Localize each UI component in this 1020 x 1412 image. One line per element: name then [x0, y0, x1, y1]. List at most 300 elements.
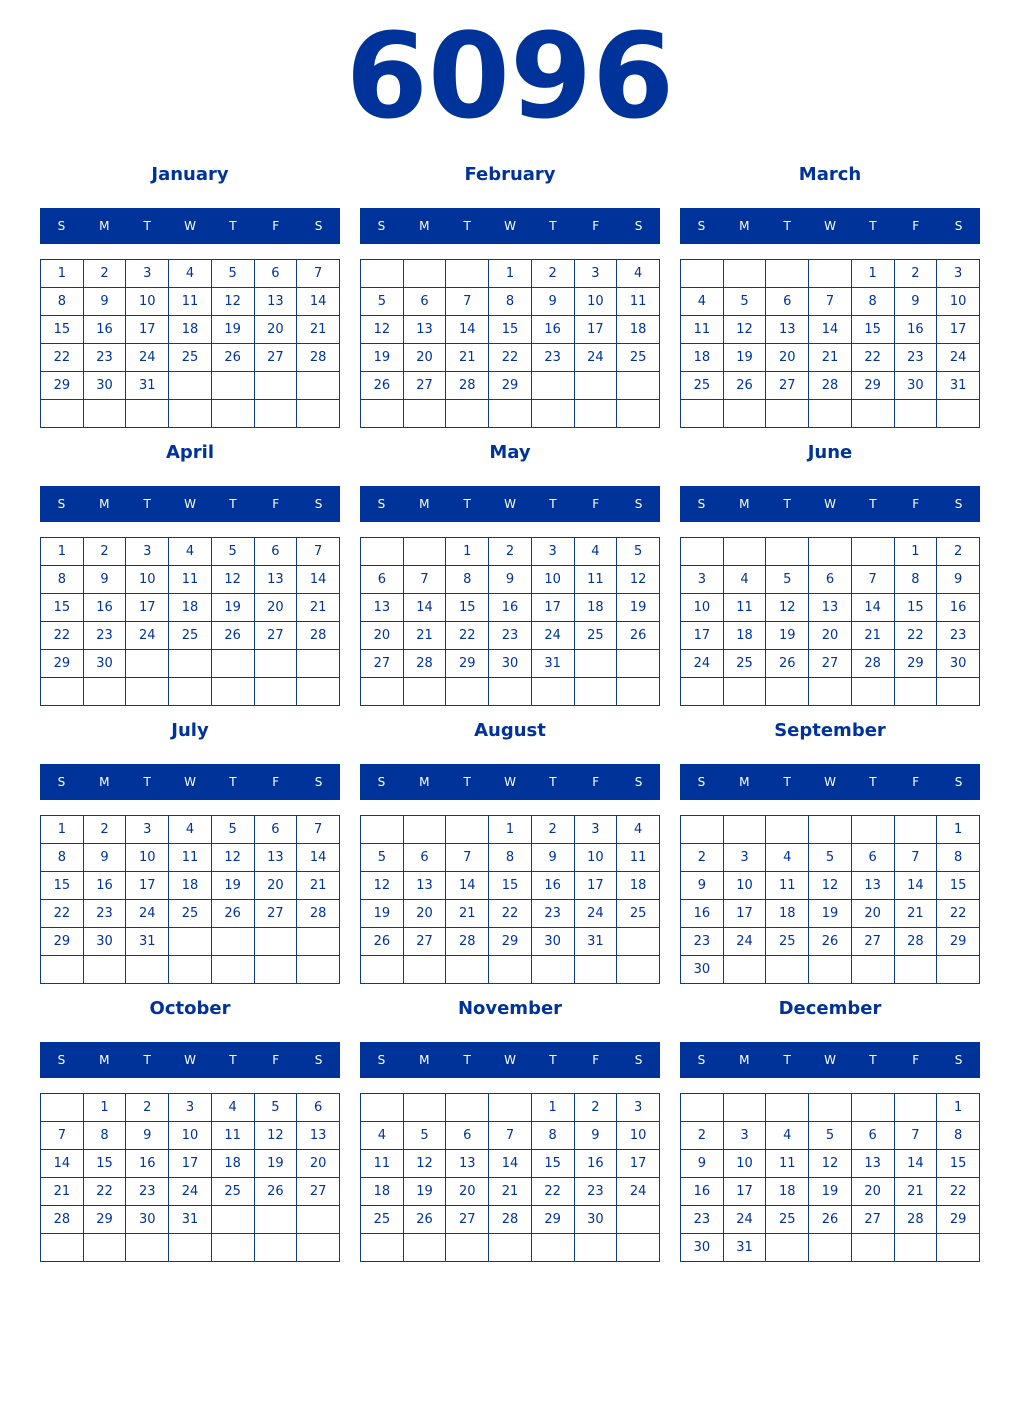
empty-day-cell [766, 678, 809, 706]
weekday-label: S [954, 219, 963, 233]
week-row [361, 678, 660, 706]
empty-day-cell [809, 1094, 852, 1122]
day-cell: 30 [83, 650, 126, 678]
empty-day-cell [403, 678, 446, 706]
weekday-label: F [912, 775, 920, 789]
empty-day-cell [681, 538, 724, 566]
day-cell: 1 [937, 1094, 980, 1122]
week-row [41, 872, 340, 900]
day-cell: 21 [489, 1178, 532, 1206]
day-cell: 9 [681, 1150, 724, 1178]
day-grid [40, 1093, 340, 1262]
weekday-label: F [592, 219, 600, 233]
day-cell: 7 [894, 844, 937, 872]
day-cell: 16 [894, 316, 937, 344]
month-name: November [457, 998, 563, 1019]
day-cell: 10 [574, 844, 617, 872]
day-cell: 19 [211, 872, 254, 900]
empty-day-cell [297, 678, 340, 706]
day-cell: 20 [809, 622, 852, 650]
weekday-label: T [869, 219, 877, 233]
weekday-label: T [549, 219, 557, 233]
empty-day-cell [766, 1094, 809, 1122]
day-cell: 3 [531, 538, 574, 566]
day-cell: 16 [531, 316, 574, 344]
day-cell: 30 [681, 956, 724, 984]
day-cell: 22 [41, 344, 84, 372]
empty-day-cell [617, 372, 660, 400]
day-cell: 9 [83, 566, 126, 594]
weekday-label: T [783, 219, 791, 233]
day-cell: 30 [574, 1206, 617, 1234]
day-cell: 12 [254, 1122, 297, 1150]
weekday-label: M [99, 775, 110, 789]
weekday-label: T [143, 1053, 151, 1067]
day-cell: 17 [723, 900, 766, 928]
day-cell: 26 [211, 622, 254, 650]
weekday-label: S [314, 1053, 323, 1067]
weekday-header [680, 1042, 980, 1078]
day-cell: 18 [617, 316, 660, 344]
day-cell: 17 [126, 594, 169, 622]
empty-day-cell [403, 260, 446, 288]
empty-day-cell [254, 1206, 297, 1234]
weekday-label: T [143, 775, 151, 789]
empty-day-cell [361, 956, 404, 984]
day-cell: 10 [126, 566, 169, 594]
empty-day-cell [361, 1234, 404, 1262]
day-cell: 5 [254, 1094, 297, 1122]
day-cell: 19 [723, 344, 766, 372]
empty-day-cell [937, 400, 980, 428]
year-title: 6096 [345, 7, 675, 145]
day-cell: 11 [681, 316, 724, 344]
day-cell: 5 [809, 1122, 852, 1150]
day-cell: 27 [403, 372, 446, 400]
empty-day-cell [809, 956, 852, 984]
day-cell: 6 [403, 288, 446, 316]
day-cell: 29 [489, 928, 532, 956]
empty-day-cell [894, 1234, 937, 1262]
weekday-header [40, 486, 340, 522]
empty-day-cell [254, 400, 297, 428]
day-cell: 10 [617, 1122, 660, 1150]
day-cell: 12 [617, 566, 660, 594]
day-cell: 14 [403, 594, 446, 622]
day-cell: 8 [83, 1122, 126, 1150]
day-cell: 1 [41, 816, 84, 844]
month-march [680, 162, 980, 430]
day-cell: 4 [169, 816, 212, 844]
day-cell: 16 [126, 1150, 169, 1178]
day-cell: 10 [531, 566, 574, 594]
weekday-label: S [57, 775, 66, 789]
day-cell: 27 [851, 928, 894, 956]
weekday-label: S [634, 219, 643, 233]
day-cell: 10 [723, 1150, 766, 1178]
week-row [41, 844, 340, 872]
day-cell: 1 [937, 816, 980, 844]
day-cell: 2 [894, 260, 937, 288]
week-row [41, 1094, 340, 1122]
day-cell: 29 [446, 650, 489, 678]
day-cell: 28 [851, 650, 894, 678]
week-row [681, 900, 980, 928]
day-cell: 25 [617, 900, 660, 928]
week-row [361, 1206, 660, 1234]
day-cell: 30 [126, 1206, 169, 1234]
day-cell: 8 [446, 566, 489, 594]
day-cell: 5 [361, 844, 404, 872]
weekday-label: S [57, 497, 66, 511]
day-cell: 2 [574, 1094, 617, 1122]
day-cell: 13 [297, 1122, 340, 1150]
weekday-label: F [912, 497, 920, 511]
month-name: August [474, 720, 546, 741]
weekday-label: T [783, 1053, 791, 1067]
day-cell: 22 [937, 900, 980, 928]
day-cell: 26 [617, 622, 660, 650]
day-cell: 8 [41, 288, 84, 316]
day-cell: 9 [489, 566, 532, 594]
weekday-label: T [229, 1053, 237, 1067]
week-row [681, 816, 980, 844]
day-cell: 28 [809, 372, 852, 400]
empty-day-cell [361, 260, 404, 288]
day-cell: 31 [937, 372, 980, 400]
day-cell: 13 [766, 316, 809, 344]
day-cell: 3 [126, 538, 169, 566]
day-cell: 7 [41, 1122, 84, 1150]
day-cell: 26 [254, 1178, 297, 1206]
empty-day-cell [894, 816, 937, 844]
empty-day-cell [937, 956, 980, 984]
empty-day-cell [723, 816, 766, 844]
day-grid [680, 259, 980, 428]
empty-day-cell [361, 1094, 404, 1122]
weekday-label: M [99, 219, 110, 233]
day-cell: 10 [937, 288, 980, 316]
day-cell: 23 [681, 928, 724, 956]
day-cell: 20 [851, 900, 894, 928]
day-cell: 26 [361, 372, 404, 400]
day-cell: 18 [574, 594, 617, 622]
day-cell: 8 [937, 844, 980, 872]
empty-day-cell [83, 678, 126, 706]
day-cell: 12 [211, 844, 254, 872]
week-row [681, 650, 980, 678]
week-row [681, 260, 980, 288]
day-cell: 14 [446, 872, 489, 900]
day-cell: 21 [446, 900, 489, 928]
month-november [360, 996, 660, 1264]
day-cell: 25 [361, 1206, 404, 1234]
day-cell: 5 [211, 260, 254, 288]
empty-day-cell [617, 928, 660, 956]
weekday-header [360, 208, 660, 244]
empty-day-cell [211, 1206, 254, 1234]
day-cell: 13 [851, 872, 894, 900]
empty-day-cell [211, 400, 254, 428]
day-cell: 17 [126, 872, 169, 900]
day-cell: 7 [297, 260, 340, 288]
day-cell: 13 [851, 1150, 894, 1178]
day-cell: 14 [297, 288, 340, 316]
empty-day-cell [169, 650, 212, 678]
week-row [41, 344, 340, 372]
day-cell: 1 [531, 1094, 574, 1122]
weekday-header [40, 1042, 340, 1078]
week-row [361, 844, 660, 872]
day-cell: 31 [126, 372, 169, 400]
empty-day-cell [574, 1234, 617, 1262]
day-cell: 17 [681, 622, 724, 650]
day-cell: 2 [83, 260, 126, 288]
day-cell: 23 [83, 622, 126, 650]
day-cell: 1 [489, 260, 532, 288]
week-row [361, 288, 660, 316]
day-cell: 15 [41, 594, 84, 622]
day-cell: 8 [531, 1122, 574, 1150]
day-cell: 10 [126, 288, 169, 316]
day-cell: 16 [681, 900, 724, 928]
day-cell: 21 [446, 344, 489, 372]
day-cell: 23 [489, 622, 532, 650]
week-row [41, 1178, 340, 1206]
day-cell: 11 [211, 1122, 254, 1150]
day-cell: 23 [531, 344, 574, 372]
day-cell: 21 [41, 1178, 84, 1206]
day-cell: 20 [297, 1150, 340, 1178]
empty-day-cell [254, 372, 297, 400]
day-cell: 25 [681, 372, 724, 400]
weekday-header [680, 208, 980, 244]
week-row [681, 594, 980, 622]
day-grid [680, 1093, 980, 1262]
weekday-label: S [634, 497, 643, 511]
day-cell: 12 [723, 316, 766, 344]
day-cell: 4 [169, 538, 212, 566]
empty-day-cell [574, 678, 617, 706]
weekday-label: T [229, 775, 237, 789]
week-row [681, 316, 980, 344]
empty-day-cell [617, 1206, 660, 1234]
week-row [681, 956, 980, 984]
weekday-label: S [314, 497, 323, 511]
day-cell: 6 [254, 538, 297, 566]
day-cell: 9 [531, 844, 574, 872]
week-row [361, 566, 660, 594]
week-row [41, 400, 340, 428]
day-cell: 21 [894, 900, 937, 928]
month-may [360, 440, 660, 708]
day-cell: 12 [361, 872, 404, 900]
empty-day-cell [297, 372, 340, 400]
day-cell: 16 [574, 1150, 617, 1178]
weekday-label: M [99, 497, 110, 511]
empty-day-cell [169, 678, 212, 706]
month-name: April [165, 442, 215, 463]
empty-day-cell [531, 1234, 574, 1262]
empty-day-cell [361, 678, 404, 706]
month-april [40, 440, 340, 708]
month-name: May [489, 442, 531, 463]
day-cell: 24 [574, 344, 617, 372]
day-cell: 12 [809, 1150, 852, 1178]
week-row [361, 400, 660, 428]
day-cell: 29 [937, 928, 980, 956]
day-cell: 7 [297, 816, 340, 844]
weekday-label: W [184, 219, 196, 233]
day-cell: 19 [211, 316, 254, 344]
day-cell: 24 [126, 622, 169, 650]
day-cell: 20 [361, 622, 404, 650]
weekday-label: S [634, 775, 643, 789]
day-cell: 10 [723, 872, 766, 900]
day-cell: 15 [446, 594, 489, 622]
weekday-label: S [697, 1053, 706, 1067]
week-row [681, 1150, 980, 1178]
week-row [41, 1122, 340, 1150]
day-cell: 5 [809, 844, 852, 872]
day-cell: 9 [531, 288, 574, 316]
day-cell: 6 [361, 566, 404, 594]
empty-day-cell [489, 1094, 532, 1122]
weekday-label: M [419, 219, 430, 233]
week-row [361, 1122, 660, 1150]
weekday-label: M [419, 775, 430, 789]
empty-day-cell [446, 1094, 489, 1122]
empty-day-cell [681, 678, 724, 706]
empty-day-cell [617, 400, 660, 428]
day-cell: 26 [403, 1206, 446, 1234]
month-name: January [151, 164, 229, 185]
week-row [41, 900, 340, 928]
day-cell: 29 [894, 650, 937, 678]
empty-day-cell [809, 260, 852, 288]
empty-day-cell [894, 1094, 937, 1122]
day-cell: 17 [937, 316, 980, 344]
empty-day-cell [361, 538, 404, 566]
day-cell: 27 [361, 650, 404, 678]
weekday-label: T [549, 497, 557, 511]
day-cell: 29 [41, 650, 84, 678]
day-cell: 20 [403, 900, 446, 928]
empty-day-cell [403, 538, 446, 566]
day-grid [360, 815, 660, 984]
weekday-label: W [184, 1053, 196, 1067]
day-cell: 27 [851, 1206, 894, 1234]
day-cell: 11 [766, 1150, 809, 1178]
month-name: June [807, 442, 853, 463]
day-grid [40, 815, 340, 984]
empty-day-cell [254, 956, 297, 984]
day-cell: 18 [681, 344, 724, 372]
day-cell: 24 [126, 344, 169, 372]
day-cell: 14 [41, 1150, 84, 1178]
day-cell: 20 [851, 1178, 894, 1206]
day-cell: 22 [446, 622, 489, 650]
empty-day-cell [446, 956, 489, 984]
month-february [360, 162, 660, 430]
day-cell: 7 [809, 288, 852, 316]
day-cell: 17 [574, 872, 617, 900]
day-cell: 18 [766, 900, 809, 928]
day-cell: 10 [169, 1122, 212, 1150]
day-cell: 8 [937, 1122, 980, 1150]
week-row [41, 288, 340, 316]
empty-day-cell [211, 678, 254, 706]
empty-day-cell [851, 816, 894, 844]
day-cell: 28 [297, 900, 340, 928]
weekday-label: W [504, 219, 516, 233]
empty-day-cell [446, 400, 489, 428]
day-cell: 1 [489, 816, 532, 844]
month-july [40, 718, 340, 986]
empty-day-cell [41, 678, 84, 706]
day-cell: 5 [211, 538, 254, 566]
day-cell: 26 [809, 1206, 852, 1234]
day-cell: 13 [809, 594, 852, 622]
weekday-label: S [954, 497, 963, 511]
day-cell: 17 [531, 594, 574, 622]
day-cell: 18 [169, 594, 212, 622]
week-row [361, 594, 660, 622]
week-row [361, 260, 660, 288]
day-cell: 6 [254, 816, 297, 844]
week-row [361, 1178, 660, 1206]
weekday-label: M [739, 775, 750, 789]
week-row [681, 1122, 980, 1150]
weekday-label: S [314, 219, 323, 233]
week-row [41, 1234, 340, 1262]
day-cell: 19 [211, 594, 254, 622]
day-cell: 3 [169, 1094, 212, 1122]
week-row [361, 316, 660, 344]
day-cell: 10 [574, 288, 617, 316]
day-cell: 29 [41, 928, 84, 956]
day-cell: 18 [766, 1178, 809, 1206]
day-cell: 18 [169, 316, 212, 344]
empty-day-cell [617, 1234, 660, 1262]
empty-day-cell [809, 678, 852, 706]
day-cell: 29 [489, 372, 532, 400]
weekday-label: S [697, 775, 706, 789]
day-cell: 15 [41, 872, 84, 900]
empty-day-cell [211, 650, 254, 678]
day-cell: 16 [83, 872, 126, 900]
weekday-label: S [697, 219, 706, 233]
week-row [41, 538, 340, 566]
day-cell: 26 [723, 372, 766, 400]
week-row [681, 538, 980, 566]
day-cell: 18 [169, 872, 212, 900]
week-row [681, 288, 980, 316]
day-cell: 6 [297, 1094, 340, 1122]
day-cell: 5 [403, 1122, 446, 1150]
weekday-label: F [592, 1053, 600, 1067]
day-cell: 31 [126, 928, 169, 956]
day-cell: 21 [297, 872, 340, 900]
weekday-label: T [463, 219, 471, 233]
day-cell: 24 [126, 900, 169, 928]
empty-day-cell [297, 928, 340, 956]
day-cell: 10 [126, 844, 169, 872]
week-row [361, 816, 660, 844]
day-cell: 13 [254, 288, 297, 316]
empty-day-cell [126, 956, 169, 984]
day-cell: 23 [83, 900, 126, 928]
